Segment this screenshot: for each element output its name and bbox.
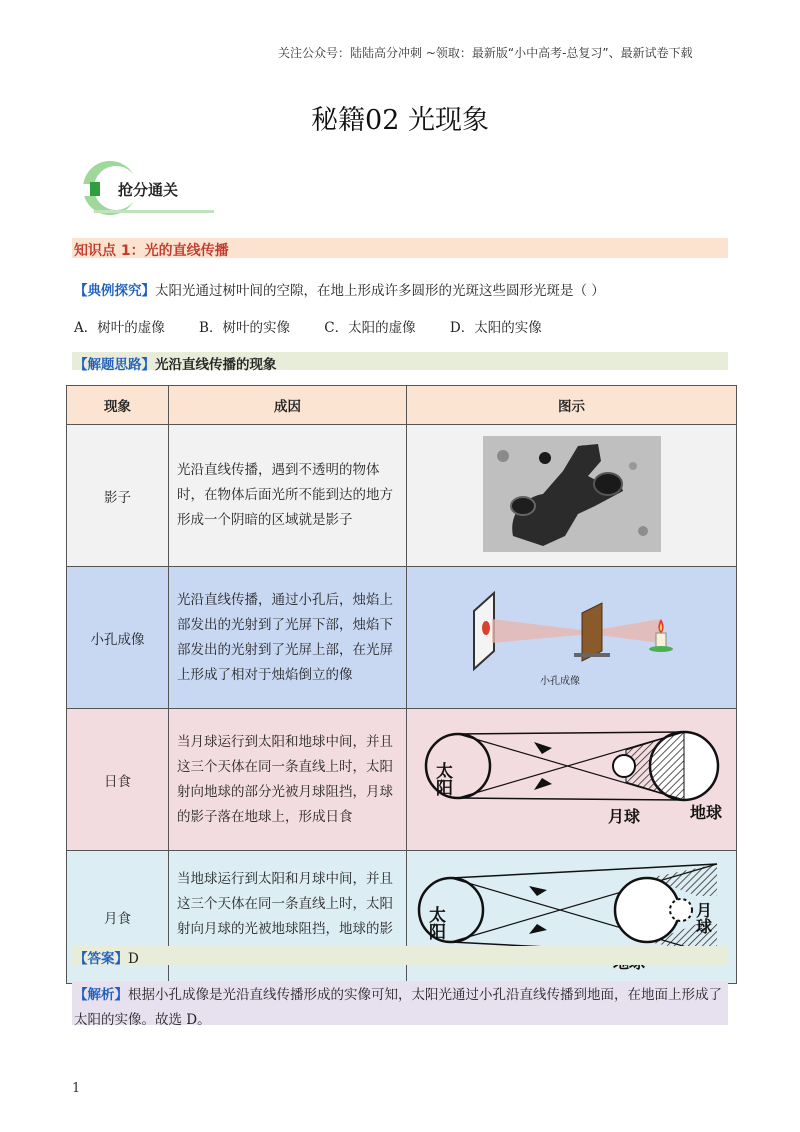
question-text: 太阳光通过树叶间的空隙，在地上形成许多圆形的光斑这些圆形光斑是（ ） [155, 283, 605, 299]
header-note: 关注公众号：陆陆高分冲刺 ~领取：最新版“小中高考-总复习”、最新试卷下载 [278, 46, 693, 60]
answer-line [74, 947, 139, 967]
row-cause: 当月球运行到太阳和地球中间，并且这三个天体在同一条直线上时，太阳射向地球的部分光被月球阻挡，月球的影子落在地球上，形成日食 [169, 709, 407, 851]
approach-text: 光沿直线传播的现象 [155, 357, 277, 373]
pinhole-diagram [462, 581, 682, 691]
answer-tag: 【答案】 [74, 951, 128, 967]
header-phenomenon: 现象 [67, 386, 169, 425]
sun-label: 太阳 [431, 761, 452, 796]
table-row [67, 709, 737, 851]
header-cause: 成因 [169, 386, 407, 425]
earth-label: 地球 [689, 802, 722, 822]
explanation-line [74, 983, 724, 1033]
phenomena-table [66, 385, 737, 984]
pinhole-caption: 小孔成像 [539, 675, 580, 687]
row-cause: 光沿直线传播，遇到不透明的物体时，在物体后面光所不能到达的地方形成一个阴暗的区域就是影子 [169, 425, 407, 567]
row-name: 日食 [67, 709, 169, 851]
approach-tag: 【解题思路】 [74, 357, 155, 373]
header-figure: 图示 [407, 386, 737, 425]
moon-label: 月球 [693, 902, 712, 934]
option-b: B．树叶的实像 [199, 320, 290, 336]
option-d: D．太阳的实像 [449, 320, 542, 336]
approach-title [74, 353, 277, 373]
pinhole-figure [407, 567, 737, 709]
shadow-photo-image [483, 436, 661, 552]
solar-eclipse-figure [407, 709, 737, 851]
explanation-text: 根据小孔成像是光沿直线传播形成的实像可知，太阳光通过小孔沿直线传播到地面，在地面上形成了太阳的实像。故选 D。 [74, 987, 722, 1028]
options-row [74, 316, 572, 336]
example-tag: 【典例探究】 [74, 283, 155, 299]
example-question [74, 279, 605, 299]
row-name: 月食 [67, 851, 169, 984]
answer-bar [72, 946, 728, 965]
option-a: A．树叶的虚像 [74, 320, 165, 336]
sun-label: 太阳 [424, 906, 445, 940]
page-number: 1 [72, 1081, 81, 1096]
page-title: 秘籍02 光现象 [311, 105, 489, 136]
table-row [67, 425, 737, 567]
solar-eclipse-diagram [422, 718, 722, 838]
shadow-figure [407, 425, 737, 567]
table-header-row [67, 386, 737, 425]
row-name: 影子 [67, 425, 169, 567]
row-cause: 当地球运行到太阳和月球中间，并且这三个天体在同一条直线上时，太阳射向月球的光被地球阻挡，地球的影 [169, 851, 407, 984]
option-c: C．太阳的虚像 [324, 320, 416, 336]
moon-label: 月球 [607, 806, 640, 826]
banner-label: 抢分通关 [118, 181, 179, 199]
explanation-tag: 【解析】 [74, 987, 128, 1003]
answer-value: D [128, 951, 139, 967]
row-name: 小孔成像 [67, 567, 169, 709]
table-row [67, 567, 737, 709]
row-cause: 光沿直线传播，通过小孔后，烛焰上部发出的光射到了光屏下部，烛焰下部发出的光射到了光屏上部，在光屏上形成了相对于烛焰倒立的像 [169, 567, 407, 709]
knowledge-point-title: 知识点 1：光的直线传播 [74, 243, 229, 259]
